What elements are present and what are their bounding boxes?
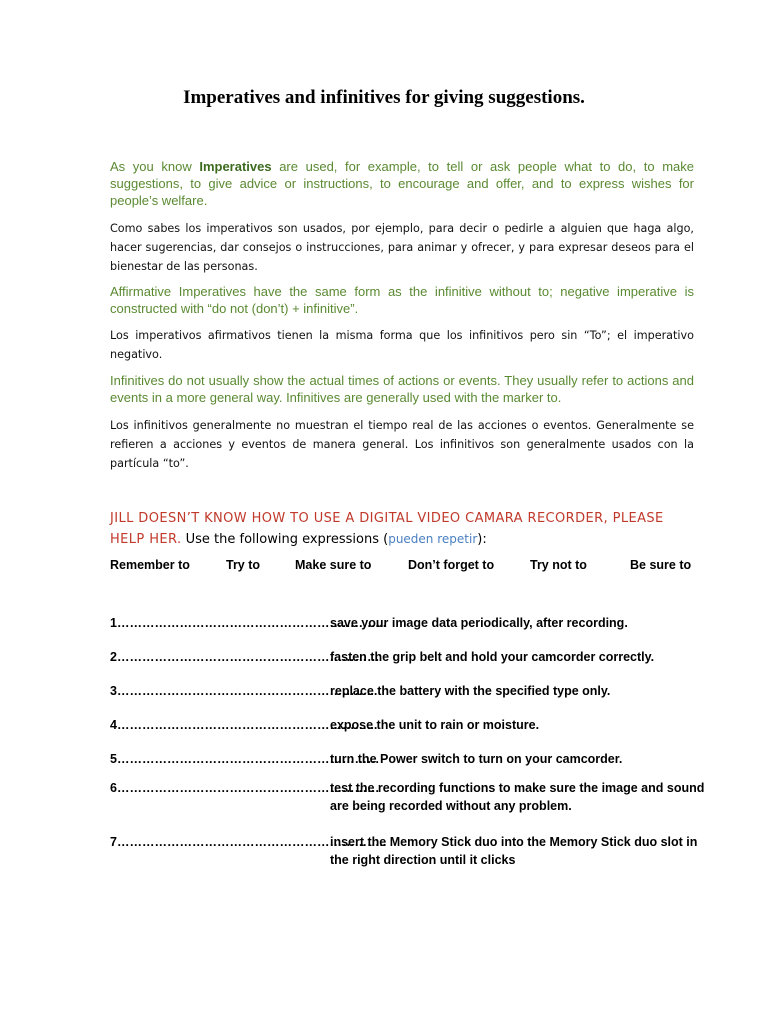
task-hint: pueden repetir — [388, 532, 478, 546]
paragraph-2-spanish: Los imperativos afirmativos tienen la misma forma que los infinitivos pero sin “To”; el imperativo negativo. — [110, 329, 694, 361]
answer-blank[interactable]: 2……………………………………………………… — [110, 650, 380, 664]
paragraph-1-spanish: Como sabes los imperativos son usados, por ejemplo, para decir o pedirle a alguien que haga algo, hacer sugerencias, dar consejos o instrucciones, para animar y ofrecer, y para expresar deseos para el bienestar de las personas. — [110, 222, 694, 273]
expression-be-sure-to: Be sure to — [630, 558, 692, 572]
answer-blank[interactable]: 5……………………………………………………… — [110, 752, 380, 766]
expression-try-to: Try to — [226, 558, 261, 572]
paragraph-2-english: Affirmative Imperatives have the same form as the infinitive without to; negative imperative is constructed with “do not (don’t) + infinitive”. — [110, 284, 694, 316]
item-text: save your image data periodically, after recording. — [330, 616, 628, 630]
expression-dont-forget-to: Don’t forget to — [408, 558, 495, 572]
paragraph-3-spanish: Los infinitivos generalmente no muestran el tiempo real de las acciones o eventos. Generalmente se refieren a acciones y eventos de manera general. Los infinitivos son generalmente usados con la partícula “to”. — [110, 419, 694, 470]
paragraph-1-text-end: are used, for example, to tell or ask people what to do, to make suggestions, to give advice or instructions, to encourage and offer, and to express wishes for people’s welfare. — [110, 159, 694, 208]
item-text: fasten the grip belt and hold your camcorder correctly. — [330, 650, 655, 664]
task-instructions — [110, 508, 694, 550]
task-instruction-close: ): — [477, 532, 487, 547]
paragraph-1-english — [110, 158, 694, 209]
imperatives-keyword: Imperatives — [199, 159, 272, 174]
paragraph-1-text-start: As you know — [110, 159, 200, 174]
task-instruction: Use the following expressions ( — [181, 532, 389, 547]
answer-blank[interactable]: 6……………………………………………………… — [110, 781, 380, 795]
expression-remember-to: Remember to — [110, 558, 190, 572]
answer-blank[interactable]: 3……………………………………………………... — [110, 684, 378, 698]
expression-make-sure-to: Make sure to — [295, 558, 372, 572]
answer-blank[interactable]: 7……………………………………………………….. — [110, 835, 387, 849]
item-text: test the recording functions to make sure the image and sound are being recorded without any problem. — [330, 781, 705, 813]
answer-blank[interactable]: 4……………………………………………………... — [110, 718, 378, 732]
answer-blank[interactable]: 1……………………………………………………….. — [110, 616, 387, 630]
expression-try-not-to: Try not to — [530, 558, 587, 572]
item-text: turn the Power switch to turn on your camcorder. — [330, 752, 623, 766]
item-text: insert the Memory Stick duo into the Memory Stick duo slot in the right direction until it clicks — [330, 835, 698, 867]
item-text: replace the battery with the specified type only. — [330, 684, 611, 698]
paragraph-3-english: Infinitives do not usually show the actual times of actions or events. They usually refer to actions and events in a more general way. Infinitives are generally used with the marker to. — [110, 373, 694, 405]
item-text: expose the unit to rain or moisture. — [330, 718, 540, 732]
task-heading: JILL DOESN’T KNOW HOW TO USE A DIGITAL VIDEO CAMARA RECORDER, PLEASE HELP HER. — [110, 511, 664, 547]
page-title: Imperatives and infinitives for giving suggestions. — [183, 87, 585, 108]
